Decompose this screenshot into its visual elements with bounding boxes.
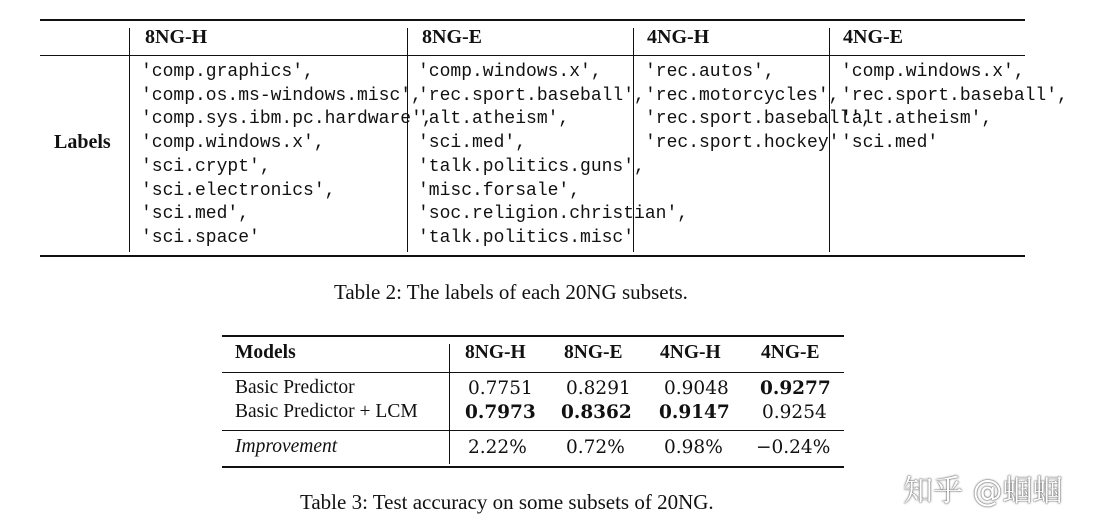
table3-improvement-cell: 0.98% <box>664 437 723 458</box>
label-item: 'comp.graphics', <box>141 62 314 82</box>
label-item: 'rec.sport.baseball', <box>841 85 1068 106</box>
label-item: 'sci.med', <box>141 204 250 225</box>
table2-col-divider <box>129 28 130 252</box>
table3-cell-best: 0.9147 <box>659 402 730 423</box>
table2-labels-4ng-e <box>841 61 1068 156</box>
table2-header-4ng-e: 4NG-E <box>843 26 903 48</box>
label-item: 'comp.windows.x', <box>418 62 602 82</box>
table2-row-label: Labels <box>54 131 111 153</box>
label-item: 'alt.atheism', <box>418 109 570 130</box>
table3-cell: 0.7751 <box>468 378 533 399</box>
table3-cell: 0.9254 <box>762 402 827 423</box>
table3-header-4ng-e: 4NG-E <box>761 342 820 363</box>
table2-labels-8ng-h <box>141 61 433 251</box>
label-item: 'rec.sport.baseball', <box>418 85 645 106</box>
table3-bottom-rule <box>222 466 844 468</box>
table3-cell-best: 0.8362 <box>561 402 632 423</box>
table3-header-models: Models <box>235 342 296 363</box>
table3-header-4ng-h: 4NG-H <box>660 342 721 363</box>
table3-cell: 0.9048 <box>664 378 729 399</box>
label-item: 'sci.med' <box>841 133 939 154</box>
table3-model-basic: Basic Predictor <box>235 377 355 398</box>
label-item: 'rec.sport.hockey' <box>645 133 840 154</box>
table2-header-8ng-h: 8NG-H <box>145 26 208 48</box>
label-item: 'comp.os.ms-windows.misc', <box>141 85 422 106</box>
label-item: 'sci.med', <box>418 133 527 154</box>
watermark: 知乎 @蝈蝈 <box>903 474 1063 509</box>
table2-header-8ng-e: 8NG-E <box>422 26 482 48</box>
label-item: 'comp.windows.x', <box>141 133 325 154</box>
table3-top-rule <box>222 335 844 337</box>
label-item: 'comp.sys.ibm.pc.hardware', <box>141 109 433 130</box>
label-item: 'misc.forsale', <box>418 180 581 201</box>
table3-mid-rule <box>222 372 844 373</box>
label-item: 'soc.religion.christian', <box>418 204 689 225</box>
table3-improvement-label: Improvement <box>235 436 338 457</box>
table3-improvement-cell: −0.24% <box>756 437 831 458</box>
label-item: 'rec.autos', <box>645 62 775 82</box>
label-item: 'talk.politics.guns', <box>418 156 645 177</box>
label-item: 'sci.crypt', <box>141 156 271 177</box>
table3-improvement-cell: 2.22% <box>468 437 527 458</box>
table3-col-divider <box>449 344 450 464</box>
label-item: 'alt.atheism', <box>841 109 993 130</box>
table2-caption: Table 2: The labels of each 20NG subsets. <box>334 280 688 304</box>
table3-cell-best: 0.9277 <box>760 378 831 399</box>
table2-mid-rule <box>40 55 1025 56</box>
table2-top-rule <box>40 19 1025 21</box>
label-item: 'talk.politics.misc' <box>418 227 635 248</box>
label-item: 'rec.sport.baseball', <box>645 109 872 130</box>
table3-improvement-cell: 0.72% <box>566 437 625 458</box>
table3-header-8ng-e: 8NG-E <box>564 342 623 363</box>
table3-header-8ng-h: 8NG-H <box>465 342 526 363</box>
table3-model-lcm: Basic Predictor + LCM <box>235 401 418 422</box>
table2-header-4ng-h: 4NG-H <box>647 26 710 48</box>
label-item: 'sci.space' <box>141 227 260 248</box>
table3-caption: Table 3: Test accuracy on some subsets of 20NG. <box>300 490 714 514</box>
label-item: 'rec.motorcycles', <box>645 85 840 106</box>
table2-bottom-rule <box>40 255 1025 257</box>
label-item: 'comp.windows.x', <box>841 62 1025 82</box>
table3-cell: 0.8291 <box>566 378 631 399</box>
table2-labels-4ng-h <box>645 61 872 156</box>
label-item: 'sci.electronics', <box>141 180 336 201</box>
table3-cell-best: 0.7973 <box>465 402 536 423</box>
table3-improvement-rule <box>222 430 844 431</box>
